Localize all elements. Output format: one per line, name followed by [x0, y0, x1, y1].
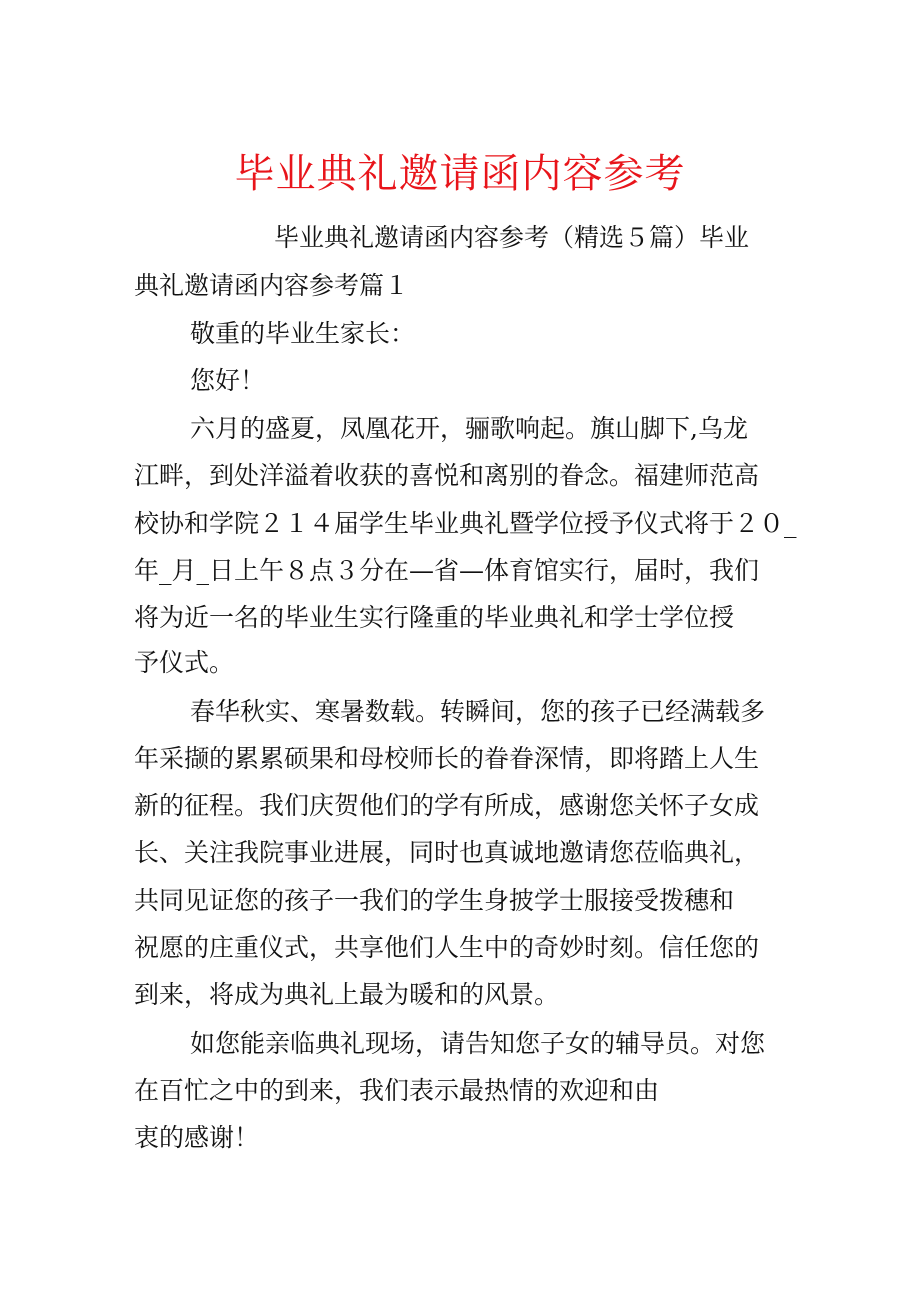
paragraph-2-line: 新的征程。我们庆贺他们的学有所成，感谢您关怀子女成	[134, 791, 760, 820]
paragraph-2-line: 年采撷的累累硕果和母校师长的眷眷深情，即将踏上人生	[134, 744, 760, 773]
paragraph-1-line: 年_月_日上午８点３分在—省—体育馆实行，届时，我们	[134, 556, 760, 585]
subtitle-line-2: 典礼邀请函内容参考篇１	[134, 271, 410, 300]
document-title: 毕业典礼邀请函内容参考	[234, 151, 686, 197]
paragraph-3-line: 如您能亲临典礼现场，请告知您子女的辅导员。对您	[190, 1029, 766, 1058]
paragraph-1-line: 将为近一名的毕业生实行隆重的毕业典礼和学士学位授	[134, 603, 735, 632]
paragraph-1-line: 江畔，到处洋溢着收获的喜悦和离别的眷念。福建师范高	[134, 461, 760, 490]
greeting-line: 敬重的毕业生家长：	[190, 319, 416, 348]
paragraph-2-line: 长、关注我院事业进展，同时也真诚地邀请您莅临典礼，	[134, 838, 760, 867]
paragraph-1-line: 予仪式。	[134, 648, 235, 677]
paragraph-3-line: 在百忙之中的到来，我们表示最热情的欢迎和由	[134, 1076, 660, 1105]
subtitle-line-1: 毕业典礼邀请函内容参考（精选５篇）毕业	[274, 223, 750, 252]
paragraph-3-line: 衷的感谢！	[134, 1123, 260, 1152]
paragraph-2-line: 共同见证您的孩子一我们的学生身披学士服接受拨穗和	[134, 886, 735, 915]
paragraph-1-line: 校协和学院２１４届学生毕业典礼暨学位授予仪式将于２０_	[134, 509, 797, 538]
paragraph-2-line: 春华秋实、寒暑数载。转瞬间，您的孩子已经满载多	[190, 697, 766, 726]
paragraph-2-line: 祝愿的庄重仪式，共享他们人生中的奇妙时刻。信任您的	[134, 933, 760, 962]
paragraph-2-line: 到来，将成为典礼上最为暖和的风景。	[134, 980, 560, 1009]
salutation-line: 您好！	[190, 366, 266, 395]
paragraph-1-line: 六月的盛夏，凤凰花开，骊歌响起。旗山脚下,乌龙	[190, 414, 748, 443]
